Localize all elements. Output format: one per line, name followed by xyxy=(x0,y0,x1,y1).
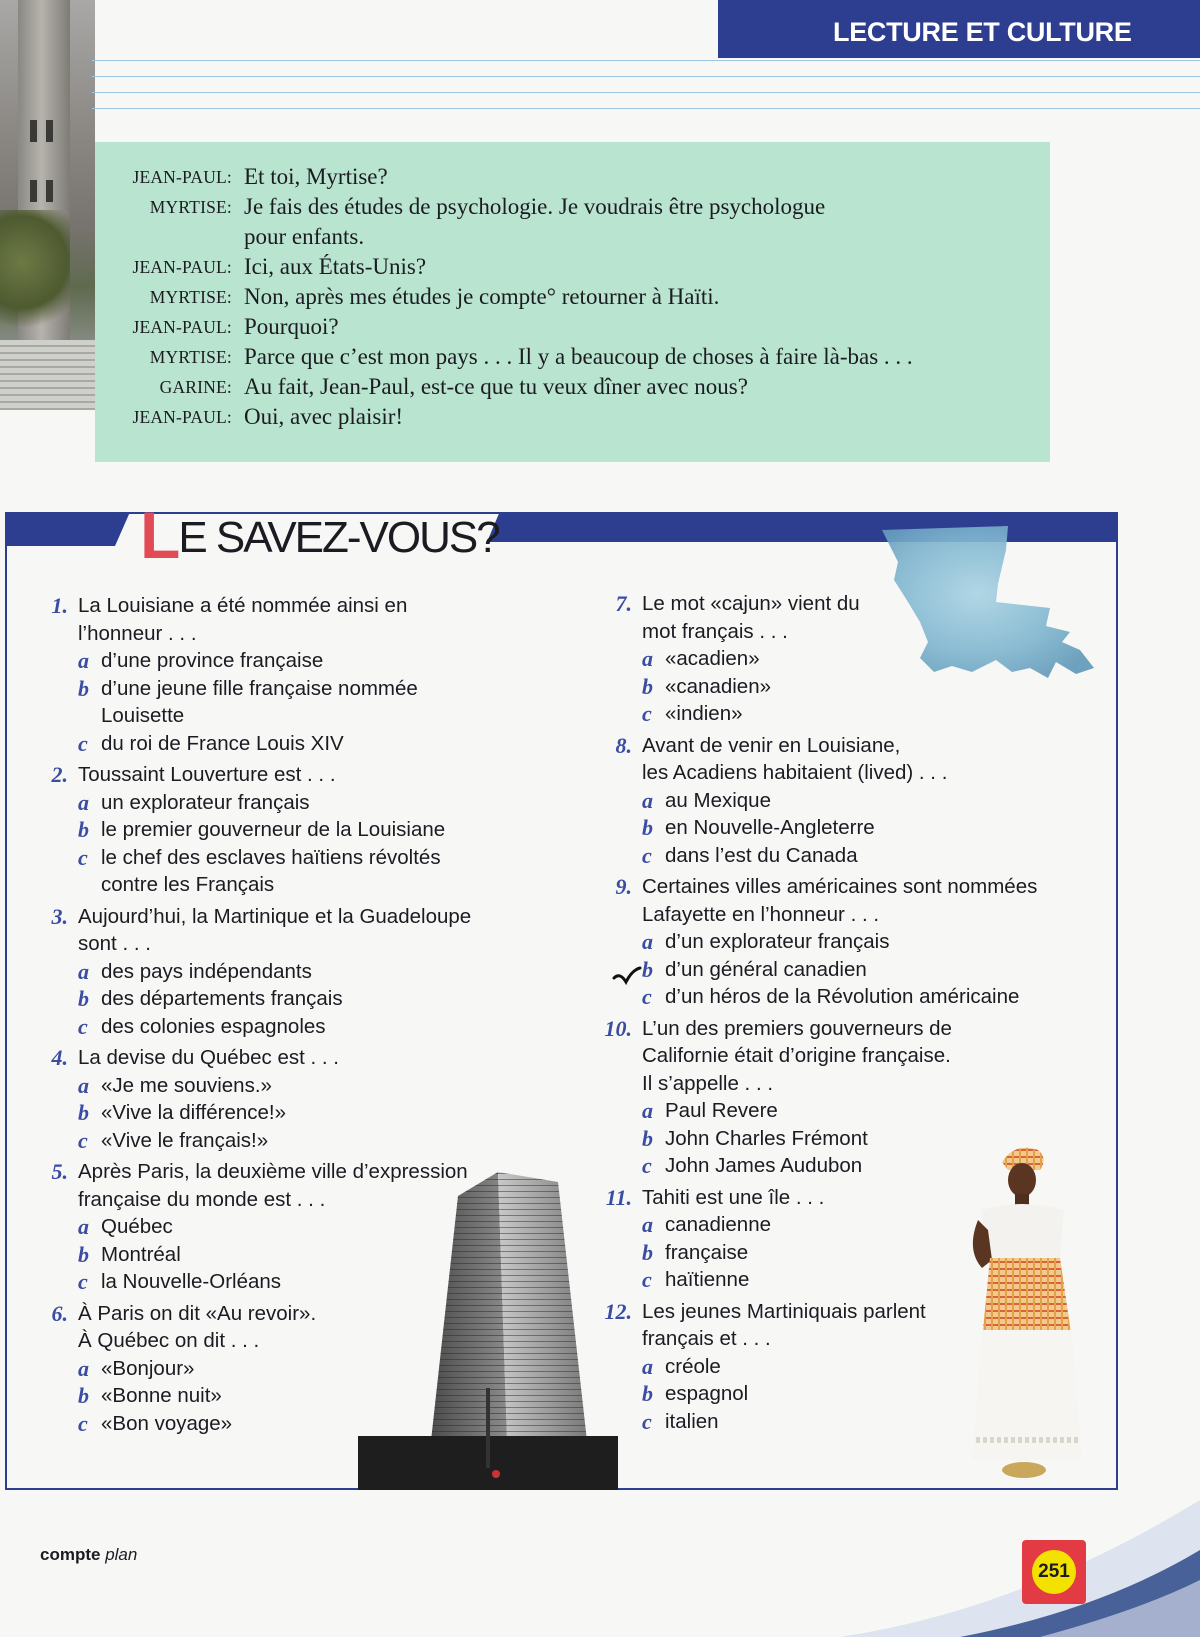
speaker: JEAN-PAUL: xyxy=(132,167,232,187)
speaker: JEAN-PAUL: xyxy=(132,257,232,277)
question-text: sont . . . xyxy=(78,932,151,955)
face xyxy=(1008,1163,1036,1197)
tower-right-grid xyxy=(498,1172,590,1468)
option-text: d’un général canadien xyxy=(665,957,867,981)
question-1 xyxy=(36,592,516,757)
dialogue-text: pour enfants. xyxy=(244,224,365,249)
question-text: Californie était d’origine française. xyxy=(642,1044,951,1067)
dialogue-line xyxy=(105,252,1050,282)
option-letter: c xyxy=(78,1410,88,1436)
option-letter: b xyxy=(642,1239,653,1265)
question-number: 1. xyxy=(51,593,68,618)
question-text: Certaines villes américaines sont nommées xyxy=(642,875,1038,898)
option-letter: c xyxy=(642,984,652,1009)
option-text: John Charles Frémont xyxy=(665,1126,868,1150)
window xyxy=(46,120,53,142)
question-text: française du monde est . . . xyxy=(78,1187,326,1211)
option-letter: a xyxy=(78,789,89,815)
glossary-footnote xyxy=(40,1545,137,1565)
option-text: au Mexique xyxy=(665,788,771,812)
option-letter: a xyxy=(642,929,653,954)
speaker: MYRTISE: xyxy=(149,197,232,217)
blouse xyxy=(982,1204,1064,1260)
dialogue-line xyxy=(105,342,1050,372)
corner-swoosh-decoration xyxy=(840,1460,1200,1637)
dialogue-text: Pourquoi? xyxy=(244,314,339,339)
option-text: la Nouvelle-Orléans xyxy=(101,1270,282,1293)
speaker: MYRTISE: xyxy=(149,287,232,307)
question-number: 6. xyxy=(51,1300,68,1326)
option-text: contre les Français xyxy=(101,873,275,896)
speaker: GARINE: xyxy=(159,377,232,397)
option-text: Montréal xyxy=(101,1242,181,1266)
question-text: La devise du Québec est . . . xyxy=(78,1046,339,1069)
option-text: Louisette xyxy=(101,704,185,727)
question-text: Avant de venir en Louisiane, xyxy=(642,733,901,757)
apron xyxy=(982,1258,1072,1340)
question-text: Toussaint Louverture est . . . xyxy=(78,763,336,786)
question-number: 7. xyxy=(615,591,632,616)
question-9 xyxy=(592,873,1092,1011)
option-letter: c xyxy=(78,1269,88,1294)
quiz-title xyxy=(140,497,499,572)
dialogue-box xyxy=(95,142,1050,462)
option-text: John James Audubon xyxy=(665,1154,863,1177)
question-number: 10. xyxy=(604,1015,632,1041)
glossary-definition: plan xyxy=(105,1545,138,1564)
option-letter: a xyxy=(78,958,89,984)
option-letter: b xyxy=(78,1383,89,1408)
option-text: «acadien» xyxy=(665,647,760,670)
question-text: français et . . . xyxy=(642,1327,771,1350)
question-number: 12. xyxy=(604,1298,632,1324)
building-photo xyxy=(0,0,95,410)
question-8 xyxy=(592,732,1092,870)
option-letter: b xyxy=(78,817,89,842)
tower-left-grid xyxy=(428,1172,508,1468)
option-text: d’une province française xyxy=(101,649,324,672)
option-letter: b xyxy=(78,986,89,1011)
question-number: 3. xyxy=(51,903,68,929)
page-number-badge xyxy=(1022,1540,1086,1604)
speaker: MYRTISE: xyxy=(149,347,232,367)
option-letter: b xyxy=(78,1241,89,1267)
dialogue-line xyxy=(105,222,1050,252)
option-text: Québec xyxy=(101,1215,173,1238)
question-text: Le mot «cajun» vient du xyxy=(642,592,860,615)
question-text: Lafayette en l’honneur . . . xyxy=(642,902,880,926)
dialogue-line xyxy=(105,372,1050,402)
option-letter: a xyxy=(78,1355,89,1381)
option-text: d’une jeune fille française nommée xyxy=(101,676,418,700)
option-letter: b xyxy=(642,1381,653,1406)
option-letter: c xyxy=(642,842,652,868)
handwritten-check-mark xyxy=(612,966,642,988)
tree-shape xyxy=(0,210,70,340)
option-letter: a xyxy=(642,1098,653,1123)
question-text: Il s’appelle . . . xyxy=(642,1071,774,1095)
dialogue-text: Et toi, Myrtise? xyxy=(244,164,388,189)
question-text: les Acadiens habitaient (lived) . . . xyxy=(642,761,948,784)
option-letter: c xyxy=(642,1408,652,1434)
option-letter: c xyxy=(78,1127,88,1153)
option-text: «canadien» xyxy=(665,674,772,698)
question-text: Les jeunes Martiniquais parlent xyxy=(642,1299,926,1323)
option-letter: a xyxy=(642,787,653,813)
dialogue-text: Au fait, Jean-Paul, est-ce que tu veux dîner avec nous? xyxy=(244,374,748,399)
option-letter: c xyxy=(642,701,652,726)
option-text: des pays indépendants xyxy=(101,959,312,983)
option-text: «indien» xyxy=(665,702,743,725)
option-text: «Bonjour» xyxy=(101,1356,195,1380)
dialogue-line xyxy=(105,312,1050,342)
steps-shape xyxy=(0,340,95,410)
glossary-word: compte xyxy=(40,1545,101,1564)
option-text: «Je me souviens.» xyxy=(101,1073,272,1097)
question-2 xyxy=(36,761,516,899)
question-number: 2. xyxy=(51,762,68,787)
question-text: mot français . . . xyxy=(642,619,788,643)
question-text: À Paris on dit «Au revoir». xyxy=(78,1301,317,1325)
question-text: La Louisiane a été nommée ainsi en xyxy=(78,594,408,617)
option-letter: b xyxy=(78,675,89,701)
option-letter: a xyxy=(78,1072,89,1098)
lamp-post xyxy=(486,1388,490,1468)
option-letter: b xyxy=(78,1100,89,1125)
question-text: Tahiti est une île . . . xyxy=(642,1185,825,1209)
option-text: un explorateur français xyxy=(101,790,310,814)
question-3 xyxy=(36,903,516,1041)
option-letter: b xyxy=(642,673,653,699)
dialogue-text: Ici, aux États-Unis? xyxy=(244,254,427,279)
quiz-title-initial: L xyxy=(140,498,179,572)
question-number: 5. xyxy=(51,1159,68,1184)
option-letter: a xyxy=(642,646,653,671)
option-text: «Bon voyage» xyxy=(101,1411,233,1435)
option-text: des colonies espagnoles xyxy=(101,1014,326,1038)
question-text: À Québec on dit . . . xyxy=(78,1329,260,1352)
option-text: le premier gouverneur de la Louisiane xyxy=(101,818,446,841)
option-text: Paul Revere xyxy=(665,1099,778,1122)
option-text: créole xyxy=(665,1354,721,1378)
speaker: JEAN-PAUL: xyxy=(132,317,232,337)
option-text: canadienne xyxy=(665,1213,772,1236)
quiz-title-bar-left xyxy=(5,512,130,546)
option-letter: c xyxy=(78,844,88,870)
option-text: le chef des esclaves haïtiens révoltés xyxy=(101,845,441,869)
question-text: l’honneur . . . xyxy=(78,621,197,645)
window xyxy=(46,180,53,202)
question-4 xyxy=(36,1044,516,1154)
option-letter: a xyxy=(78,1214,89,1239)
option-text: «Bonne nuit» xyxy=(101,1384,222,1407)
dialogue-text: Oui, avec plaisir! xyxy=(244,404,404,429)
option-letter: c xyxy=(78,1013,88,1039)
option-letter: a xyxy=(78,648,89,673)
option-text: d’un explorateur français xyxy=(665,930,890,953)
option-text: italien xyxy=(665,1409,719,1433)
question-text: Aujourd’hui, la Martinique et la Guadeloupe xyxy=(78,904,472,928)
question-number: 8. xyxy=(615,732,632,758)
street-sign xyxy=(492,1470,500,1478)
dialogue-line xyxy=(105,402,1050,432)
option-text: dans l’est du Canada xyxy=(665,843,858,867)
dialogue-text: Non, après mes études je compte° retourner à Haïti. xyxy=(244,284,720,309)
woman-in-traditional-dress-photo xyxy=(960,1140,1090,1495)
option-letter: c xyxy=(78,730,88,756)
quiz-title-rest: E SAVEZ-VOUS? xyxy=(178,513,499,562)
option-text: haïtienne xyxy=(665,1268,750,1291)
decorative-rules xyxy=(92,60,1200,112)
option-text: «Vive le français!» xyxy=(101,1128,269,1152)
section-banner: LECTURE ET CULTURE xyxy=(718,0,1200,58)
option-text: «Vive la différence!» xyxy=(101,1101,287,1124)
question-number: 9. xyxy=(615,874,632,899)
question-7 xyxy=(592,590,1092,728)
option-letter: c xyxy=(642,1267,652,1292)
page-number: 251 xyxy=(1032,1550,1076,1594)
dialogue-line xyxy=(105,282,1050,312)
option-text: française xyxy=(665,1240,749,1264)
dialogue-line xyxy=(105,192,1050,222)
question-number: 11. xyxy=(605,1184,632,1210)
dialogue-line xyxy=(105,162,1050,192)
option-letter: c xyxy=(642,1153,652,1178)
option-text: des départements français xyxy=(101,987,343,1010)
question-text: Après Paris, la deuxième ville d’expression xyxy=(78,1160,468,1183)
question-text: L’un des premiers gouverneurs de xyxy=(642,1016,952,1040)
option-text: d’un héros de la Révolution américaine xyxy=(665,985,1020,1008)
option-letter: a xyxy=(642,1353,653,1379)
option-text: en Nouvelle-Angleterre xyxy=(665,816,875,839)
option-letter: a xyxy=(642,1212,653,1237)
speaker: JEAN-PAUL: xyxy=(132,407,232,427)
option-text: du roi de France Louis XIV xyxy=(101,731,344,755)
speaker xyxy=(105,222,244,252)
skyscraper-photo xyxy=(358,1168,618,1490)
dialogue-text: Je fais des études de psychologie. Je voudrais être psychologue xyxy=(244,194,826,219)
window xyxy=(30,180,37,202)
window xyxy=(30,120,37,142)
option-letter: b xyxy=(642,1125,653,1151)
option-text: espagnol xyxy=(665,1382,749,1405)
option-letter: b xyxy=(642,956,653,982)
option-letter: b xyxy=(642,815,653,840)
question-number: 4. xyxy=(51,1045,68,1070)
dialogue-text: Parce que c’est mon pays . . . Il y a beaucoup de choses à faire là-bas . . . xyxy=(244,344,913,369)
